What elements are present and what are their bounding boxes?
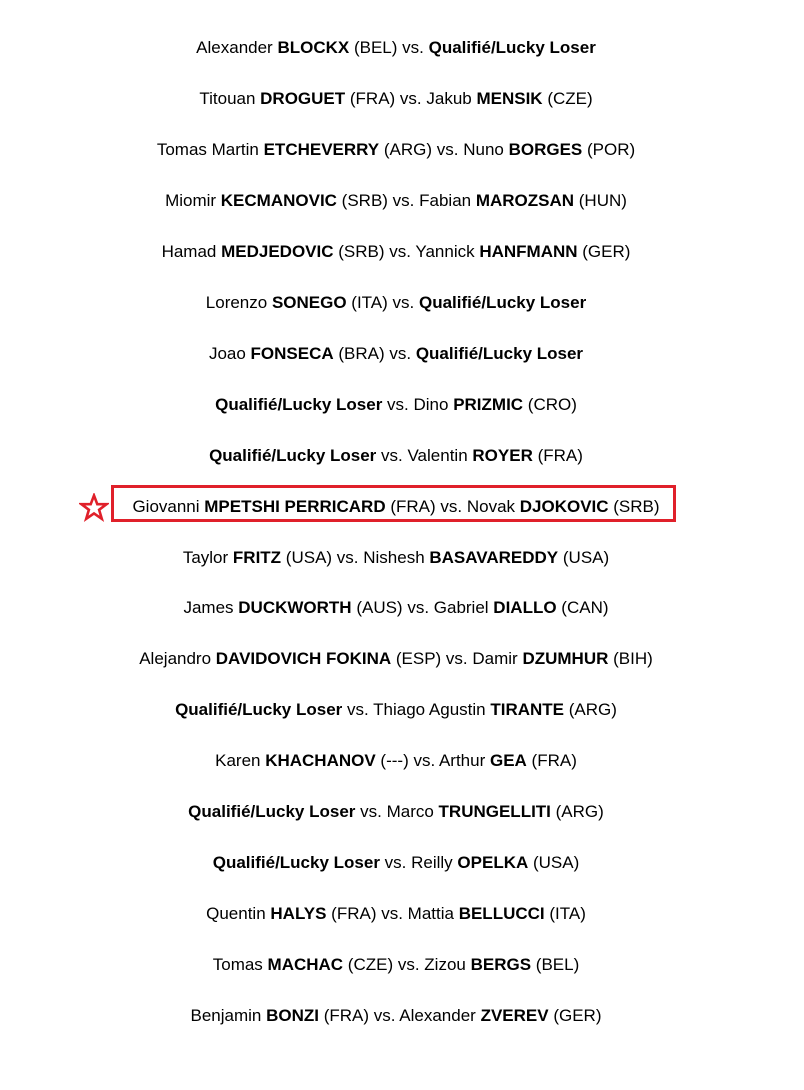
player-surname: ETCHEVERRY — [263, 139, 380, 159]
player-surname: GEA — [489, 751, 527, 771]
match-text: (ARG) vs. Nuno — [379, 139, 509, 159]
player-surname: MENSIK — [476, 88, 543, 108]
match-text: vs. Valentin — [376, 445, 473, 465]
player-surname: Qualifié/Lucky Loser — [209, 445, 377, 465]
match-text: Alexander — [196, 38, 278, 57]
match-text: (CZE) — [542, 88, 593, 108]
match-text: vs. Dino — [382, 394, 454, 414]
player-surname: BASAVAREDDY — [429, 547, 559, 567]
match-line — [0, 291, 792, 315]
match-text: (BRA) vs. — [333, 343, 416, 363]
match-line — [0, 902, 792, 926]
match-line — [0, 800, 792, 824]
player-surname: BORGES — [508, 139, 583, 159]
match-text: (CRO) — [523, 394, 577, 414]
match-text: vs. Reilly — [379, 853, 458, 873]
player-surname: DROGUET — [260, 88, 346, 108]
match-text: (FRA) vs. Mattia — [326, 904, 459, 924]
match-text: (HUN) — [574, 190, 627, 210]
match-line — [0, 596, 792, 620]
match-text: (SRB) vs. Yannick — [333, 241, 480, 261]
match-text: Alejandro — [139, 649, 216, 669]
match-text: (USA) — [528, 853, 580, 873]
match-text: (FRA) vs. Alexander — [319, 1006, 481, 1026]
player-surname: ZVEREV — [480, 1006, 549, 1026]
player-surname: Qualifié/Lucky Loser — [188, 802, 356, 822]
match-text: Tomas — [212, 955, 268, 975]
match-text: (POR) — [582, 139, 636, 159]
match-text: vs. Marco — [355, 802, 439, 822]
match-text: (BIH) — [608, 649, 653, 669]
match-text: (FRA) vs. Novak — [385, 496, 520, 516]
match-text: Lorenzo — [205, 292, 272, 312]
match-line — [0, 1004, 792, 1028]
match-line — [0, 36, 792, 60]
player-surname: SONEGO — [271, 292, 347, 312]
match-line — [0, 749, 792, 773]
player-surname: HANFMANN — [479, 241, 578, 261]
match-text: (FRA) — [532, 445, 583, 465]
match-text: (USA) vs. Nishesh — [281, 547, 430, 567]
player-surname: HALYS — [270, 904, 327, 924]
match-line — [0, 393, 792, 417]
match-text: (CZE) vs. Zizou — [343, 955, 471, 975]
match-text: (BEL) — [531, 955, 580, 975]
match-text: Quentin — [206, 904, 271, 924]
player-surname: KHACHANOV — [265, 751, 376, 771]
player-surname: Qualifié/Lucky Loser — [418, 292, 587, 312]
match-text: (SRB) — [608, 496, 660, 516]
match-text: Giovanni — [132, 496, 205, 516]
match-line — [0, 444, 792, 468]
player-surname: BLOCKX — [277, 38, 350, 57]
match-text: Taylor — [182, 547, 233, 567]
match-line — [0, 87, 792, 111]
match-line — [0, 953, 792, 977]
player-surname: OPELKA — [457, 853, 529, 873]
match-text: (GER) — [548, 1006, 602, 1026]
match-line — [0, 851, 792, 875]
match-text: (ARG) — [550, 802, 604, 822]
match-text: Karen — [215, 751, 266, 771]
player-surname: TRUNGELLITI — [438, 802, 551, 822]
match-line — [0, 189, 792, 213]
match-line — [0, 698, 792, 722]
player-surname: FONSECA — [250, 343, 334, 363]
match-text: (ITA) vs. — [346, 292, 419, 312]
star-outline-icon — [79, 493, 109, 523]
match-line — [0, 342, 792, 366]
player-surname: Qualifié/Lucky Loser — [212, 853, 380, 873]
match-text: vs. Thiago Agustin — [342, 700, 491, 720]
player-surname: BONZI — [266, 1006, 319, 1026]
match-text: Hamad — [161, 241, 222, 261]
player-surname: PRIZMIC — [453, 394, 524, 414]
match-text: Tomas Martin — [156, 139, 264, 159]
player-surname: MEDJEDOVIC — [221, 241, 334, 261]
match-text: (USA) — [558, 547, 610, 567]
match-text: (SRB) vs. Fabian — [336, 190, 476, 210]
player-surname: Qualifié/Lucky Loser — [215, 394, 383, 414]
match-text: (BEL) vs. — [349, 38, 429, 57]
match-line — [0, 138, 792, 162]
player-surname: Qualifié/Lucky Loser — [415, 343, 584, 363]
match-line — [0, 546, 792, 570]
highlight-box — [111, 485, 676, 522]
player-surname: Qualifié/Lucky Loser — [428, 38, 596, 57]
match-text: Miomir — [165, 190, 221, 210]
match-text: Benjamin — [190, 1006, 267, 1026]
player-surname: MACHAC — [267, 955, 344, 975]
match-text: (---) vs. Arthur — [375, 751, 490, 771]
player-surname: MPETSHI PERRICARD — [204, 496, 386, 516]
match-text: (FRA) vs. Jakub — [345, 88, 477, 108]
match-line — [0, 647, 792, 671]
player-surname: TIRANTE — [490, 700, 565, 720]
match-text: (ESP) vs. Damir — [391, 649, 523, 669]
player-surname: FRITZ — [232, 547, 282, 567]
player-surname: DJOKOVIC — [519, 496, 609, 516]
player-surname: DZUMHUR — [522, 649, 609, 669]
match-text: (ARG) — [564, 700, 617, 720]
player-surname: MAROZSAN — [475, 190, 575, 210]
match-text: (GER) — [577, 241, 631, 261]
match-text: Joao — [208, 343, 251, 363]
player-surname: DIALLO — [493, 598, 557, 618]
match-text: (CAN) — [556, 598, 609, 618]
player-surname: BELLUCCI — [458, 904, 545, 924]
match-text: (FRA) — [526, 751, 577, 771]
match-text: (ITA) — [544, 904, 586, 924]
player-surname: DUCKWORTH — [238, 598, 352, 618]
player-surname: Qualifié/Lucky Loser — [175, 700, 343, 720]
match-line — [0, 240, 792, 264]
match-text: James — [183, 598, 239, 618]
player-surname: DAVIDOVICH FOKINA — [215, 649, 392, 669]
match-text: (AUS) vs. Gabriel — [351, 598, 494, 618]
match-text: Titouan — [199, 88, 261, 108]
player-surname: BERGS — [470, 955, 532, 975]
player-surname: ROYER — [472, 445, 533, 465]
player-surname: KECMANOVIC — [220, 190, 337, 210]
